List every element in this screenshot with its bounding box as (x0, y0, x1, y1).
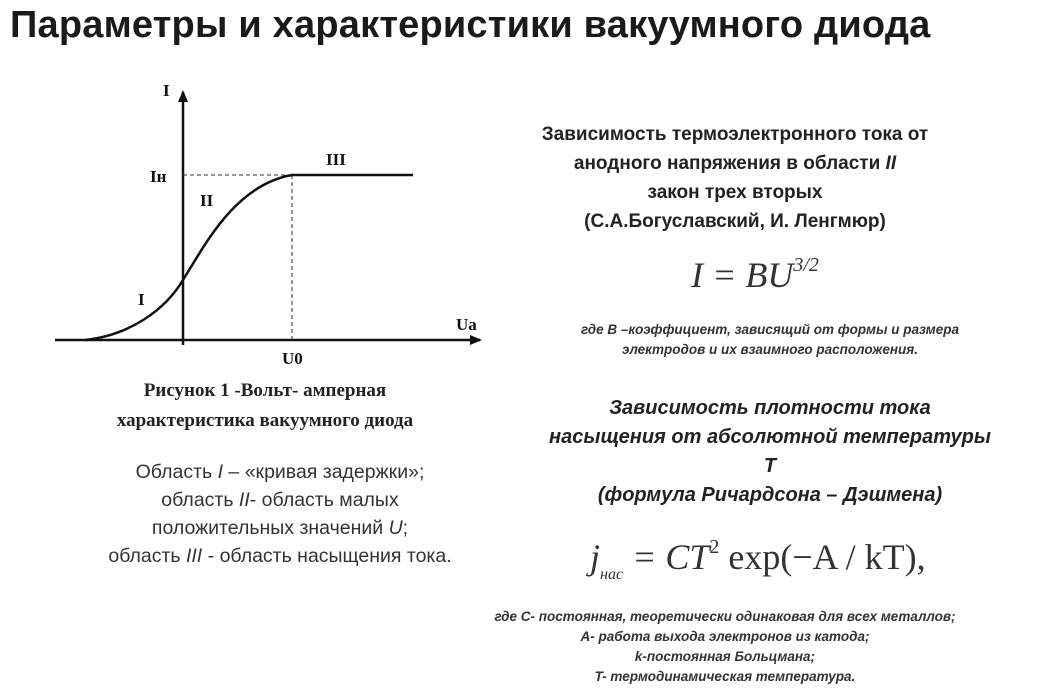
richardson-note (405, 607, 1045, 687)
richardson-note-line-3: k-постоянная Больцмана; (634, 649, 816, 664)
three-halves-note (510, 320, 1030, 360)
three-halves-line-4: (С.А.Богуславский, И. Ленгмюр) (584, 211, 886, 232)
iv-curve (85, 175, 413, 340)
richardson-line-2: насыщения от абсолютной температуры (549, 426, 991, 448)
page-title: Параметры и характеристики вакуумного диода (10, 4, 931, 46)
iv-characteristic-graph (0, 70, 510, 370)
three-halves-note-line-1: где В –коэффициент, зависящий от формы и размера (581, 322, 959, 337)
richardson-note-line-2: А- работа выхода электронов из катода; (580, 629, 870, 644)
richardson-note-line-4: T- термодинамическая температура. (594, 669, 856, 684)
x-axis-label: Uа (456, 315, 477, 334)
three-halves-note-line-2: электродов и их взаимного расположения. (622, 342, 918, 357)
three-halves-formula: $I = BU^{3/2}$ (691, 254, 819, 295)
richardson-line-1: Зависимость плотности тока (609, 397, 931, 419)
figure-caption-line-2: характеристика вакуумного диода (116, 410, 414, 431)
richardson-heading (490, 394, 1045, 510)
region-label-2: II (200, 191, 214, 210)
three-halves-line-1: Зависимость термоэлектронного тока от (541, 124, 929, 145)
regions-description (50, 458, 510, 570)
region-line-2: область II- область малых (161, 489, 399, 511)
region-label-3: III (326, 150, 346, 169)
region-label-1: I (138, 290, 145, 309)
three-halves-law-heading (470, 120, 1000, 236)
richardson-line-3: T (763, 455, 777, 477)
richardson-formula: $j_{нас} = CT^2$ exp(−A / kT), (590, 536, 926, 583)
region-line-3: положительных значений U; (151, 517, 409, 539)
three-halves-line-3: закон трех вторых (647, 182, 823, 203)
y-axis-label: I (163, 81, 170, 100)
figure-caption (60, 376, 470, 436)
three-halves-line-2: анодного напряжения в области II (573, 153, 897, 174)
richardson-note-line-1: где С- постоянная, теоретически одинаковая для всех металлов; (494, 609, 956, 624)
figure-caption-line-1: Рисунок 1 -Вольт- амперная (143, 380, 387, 401)
region-line-1: Область I – «кривая задержки»; (135, 461, 425, 483)
u0-label: U0 (282, 349, 303, 368)
region-line-4: область III - область насыщения тока. (108, 545, 452, 567)
richardson-line-4: (формула Ричардсона – Дэшмена) (597, 484, 943, 506)
saturation-current-label: Iн (150, 167, 167, 186)
